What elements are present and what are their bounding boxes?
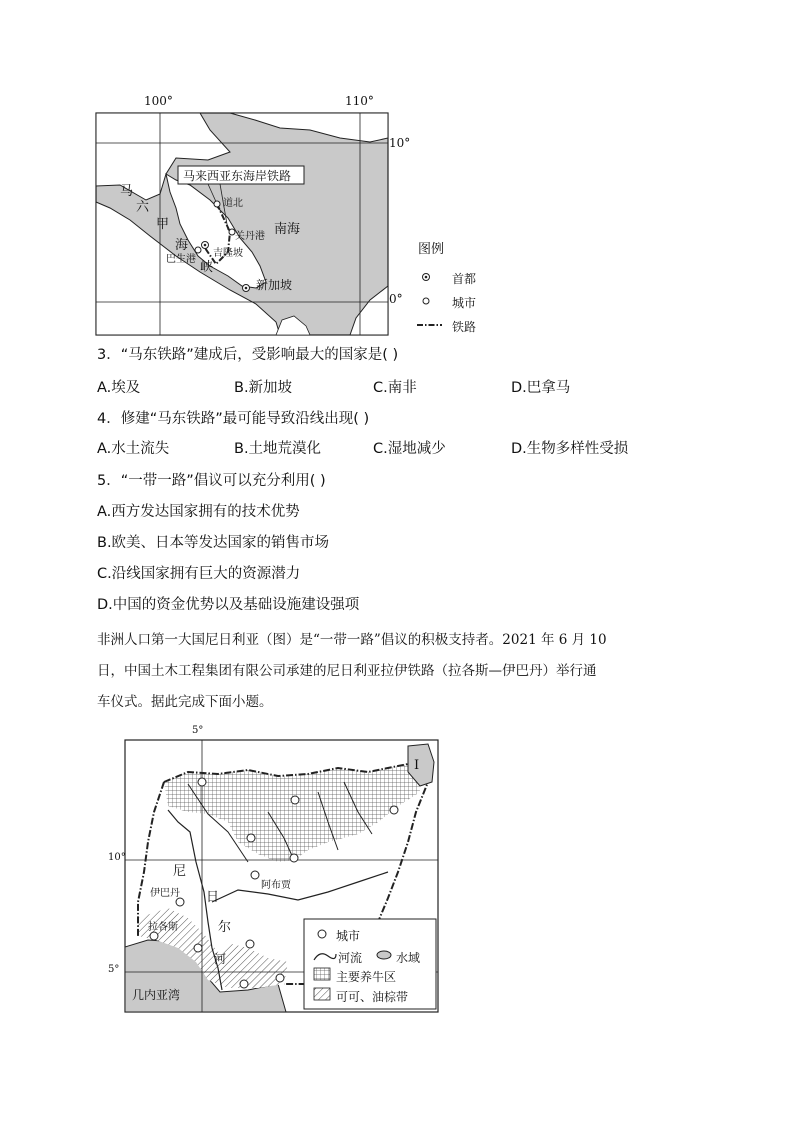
city-jos xyxy=(290,854,298,862)
map-nigeria-svg xyxy=(108,722,448,1014)
q5-option-d[interactable]: D.中国的资金优势以及基础设施建设强项 xyxy=(97,597,360,613)
legend2-city: 城市 xyxy=(336,929,361,943)
map1-railway-title: 马来西亚东海岸铁路 xyxy=(183,169,292,183)
map1-capital-kl-dot xyxy=(204,244,207,247)
map2-lat-10: 10° xyxy=(108,852,126,863)
q5-option-c[interactable]: C.沿线国家拥有巨大的资源潜力 xyxy=(97,566,301,582)
city-katsina xyxy=(291,796,299,804)
legend1-railway: 铁路 xyxy=(452,320,477,334)
map2-label-ri: 日 xyxy=(206,890,220,905)
map2-label-ni: 尼 xyxy=(173,864,187,879)
city-calabar xyxy=(276,974,284,982)
legend2-water-symbol xyxy=(377,951,391,959)
city-kaduna xyxy=(247,834,255,842)
map1-label-klang: 巴生港 xyxy=(166,254,196,265)
q5-option-b[interactable]: B.欧美、日本等发达国家的销售市场 xyxy=(97,535,330,551)
map1-label-sg: 新加坡 xyxy=(256,278,293,292)
city-enugu xyxy=(246,940,254,948)
passage-line-3: 车仪式。据此完成下面小题。 xyxy=(97,694,273,710)
map2-label-abuja: 阿布贾 xyxy=(261,880,291,891)
map1-label-guandan: 关丹港 xyxy=(235,231,265,242)
map1-label-daobei: 道北 xyxy=(223,198,243,209)
map1-label-jia: 甲 xyxy=(156,217,170,232)
question-3-stem: 3．“马东铁路”建成后，受影响最大的国家是( ) xyxy=(97,347,399,363)
map2-label-er: 尔 xyxy=(218,920,232,935)
city-ibadan xyxy=(176,898,184,906)
passage-line-1: 非洲人口第一大国尼日利亚（图）是“一带一路”倡议的积极支持者。2021 年 6 月 10 xyxy=(97,632,607,648)
legend2-cocoa-symbol xyxy=(314,988,330,1000)
city-abuja xyxy=(251,871,259,879)
legend1-title: 图例 xyxy=(418,242,445,257)
q4-option-a[interactable]: A.水土流失 xyxy=(97,441,170,457)
legend2-city-symbol xyxy=(318,930,326,938)
legend2-cattle: 主要养牛区 xyxy=(336,970,397,984)
map-malaysia-svg xyxy=(80,90,500,340)
map1-label-ma: 马 xyxy=(120,184,134,199)
legend1-city: 城市 xyxy=(452,296,477,310)
map2-lat-5: 5° xyxy=(108,964,120,975)
q3-option-d[interactable]: D.巴拿马 xyxy=(511,380,571,396)
map1-label-xia: 峡 xyxy=(200,260,214,275)
q4-option-c[interactable]: C.湿地减少 xyxy=(373,441,446,457)
city-sokoto xyxy=(198,778,206,786)
map1-lon-right: 110° xyxy=(345,94,374,108)
legend2-cocoa: 可可、油棕带 xyxy=(336,990,409,1004)
legend2-water: 水域 xyxy=(396,951,421,965)
legend2-river: 河流 xyxy=(338,951,363,965)
map2-label-lagos: 拉各斯 xyxy=(148,922,178,933)
passage-line-2: 日，中国土木工程集团有限公司承建的尼日利亚拉伊铁路（拉各斯—伊巴丹）举行通 xyxy=(97,663,597,679)
map1-label-hai: 海 xyxy=(175,238,189,253)
q3-option-a[interactable]: A.埃及 xyxy=(97,380,141,396)
map-malaysia xyxy=(80,90,500,340)
map1-lat-top: 10° xyxy=(389,136,411,150)
legend1-capital: 首都 xyxy=(452,272,477,286)
map2-label-roman: Ⅰ xyxy=(414,758,420,773)
q5-option-a[interactable]: A.西方发达国家拥有的技术优势 xyxy=(97,504,300,520)
map1-capital-sg-dot xyxy=(245,287,248,290)
legend1-city-symbol xyxy=(423,298,429,304)
map2-label-gulf: 几内亚湾 xyxy=(132,988,181,1002)
map1-label-kl: 吉隆坡 xyxy=(213,248,243,259)
legend2-cattle-symbol xyxy=(314,968,330,980)
city-benin xyxy=(194,944,202,952)
map1-lon-left: 100° xyxy=(144,94,173,108)
q4-option-d[interactable]: D.生物多样性受损 xyxy=(511,441,629,457)
city-maiduguri xyxy=(390,806,398,814)
map1-label-liu: 六 xyxy=(136,200,150,215)
legend1-capital-symbol-dot xyxy=(425,276,428,279)
map2-label-he: 河 xyxy=(214,952,227,966)
q3-option-c[interactable]: C.南非 xyxy=(373,380,417,396)
map2-lon: 5° xyxy=(192,725,204,736)
q3-option-b[interactable]: B.新加坡 xyxy=(234,380,293,396)
map1-city-daobei xyxy=(214,201,220,207)
map1-lat-bottom: 0° xyxy=(389,292,403,306)
city-port-harcourt xyxy=(240,980,248,988)
q4-option-b[interactable]: B.土地荒漠化 xyxy=(234,441,322,457)
question-4-stem: 4．修建“马东铁路”最可能导致沿线出现( ) xyxy=(97,411,370,427)
city-lagos xyxy=(150,932,158,940)
map-nigeria xyxy=(108,722,448,1014)
question-5-stem: 5．“一带一路”倡议可以充分利用( ) xyxy=(97,473,326,489)
map2-label-ibadan: 伊巴丹 xyxy=(150,888,180,899)
map1-label-nanhai: 南海 xyxy=(274,222,301,237)
